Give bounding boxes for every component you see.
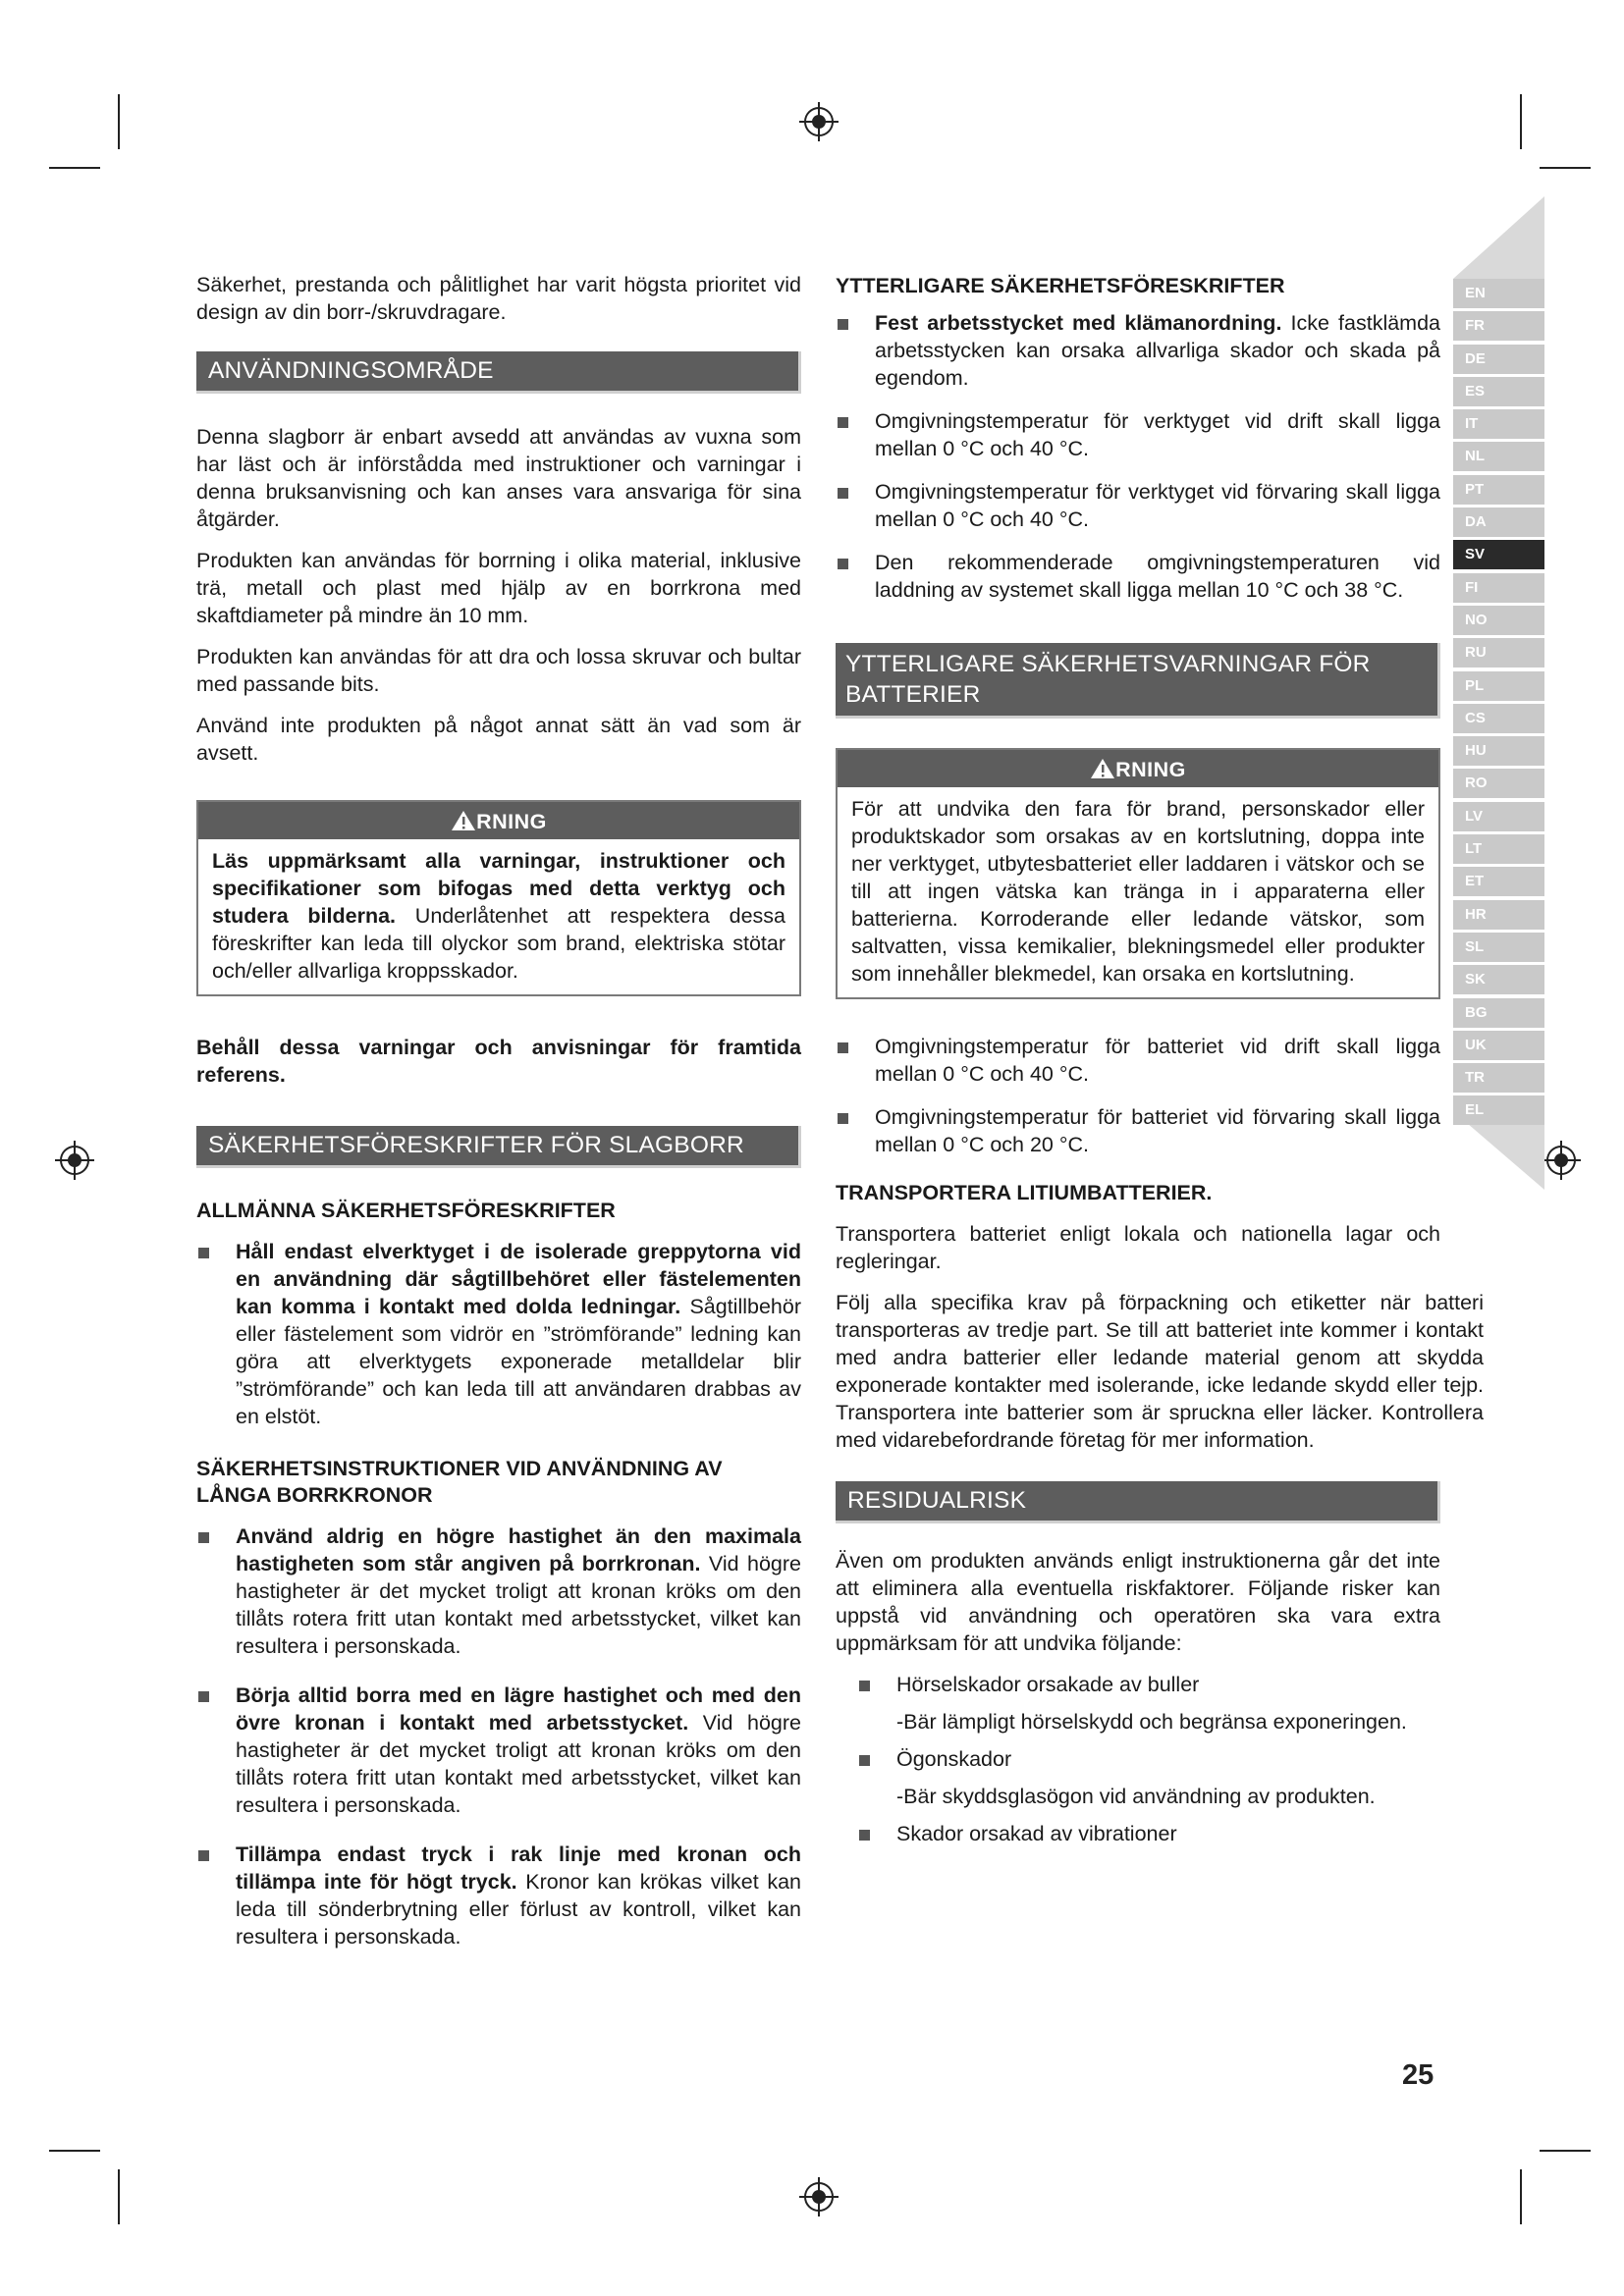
crop-mark xyxy=(1520,94,1522,149)
usage-paragraph: Använd inte produkten på något annat sätt än vad som är avsett. xyxy=(196,714,801,765)
language-tab-el[interactable]: EL xyxy=(1453,1095,1544,1125)
list-item-bold: Fest arbetsstycket med klämanordning. xyxy=(875,311,1282,335)
registration-mark-icon xyxy=(53,1139,96,1182)
language-tab-uk[interactable]: UK xyxy=(1453,1031,1544,1060)
list-item-bold: Börja alltid borra med en lägre hastighet och med den övre kronan i kontakt med arbetsstycket. xyxy=(236,1683,801,1735)
transport-paragraph: Transportera batteriet enligt lokala och nationella lagar och regleringar. xyxy=(836,1222,1440,1273)
list-item xyxy=(836,1820,1440,1847)
page-number: 25 xyxy=(1402,2059,1435,2091)
language-tab-hr[interactable]: HR xyxy=(1453,900,1544,930)
warning-header xyxy=(198,802,799,839)
list-item-bold: Tillämpa endast tryck i rak linje med kronan och tillämpa inte för högt tryck. xyxy=(236,1842,801,1894)
list-item-text: Skador orsakad av vibrationer xyxy=(896,1822,1177,1845)
warning-text: Underlåtenhet att respektera dessa föreskrifter kan leda till olyckor som brand, elektriska stötar och/eller allvarliga kroppsskador. xyxy=(212,904,785,983)
list-item xyxy=(836,1671,1440,1698)
battery-temperature-list xyxy=(836,1033,1440,1158)
list-item xyxy=(836,549,1440,604)
residual-risk-list xyxy=(836,1820,1440,1847)
residual-risk-advice: -Bär lämpligt hörselskydd och begränsa exponeringen. xyxy=(896,1710,1407,1734)
warning-bold-text: Läs uppmärksamt alla varningar, instruktioner och specifikationer som bifogas med detta verktyg och studera bilderna. xyxy=(212,849,785,928)
subheading-general: ALLMÄNNA SÄKERHETSFÖRESKRIFTER xyxy=(196,1199,616,1222)
warning-body xyxy=(198,839,799,994)
language-tab-ro[interactable]: RO xyxy=(1453,769,1544,798)
language-tab-bg[interactable]: BG xyxy=(1453,998,1544,1028)
long-bits-list xyxy=(196,1522,801,1950)
warning-title: RNING xyxy=(476,810,547,833)
list-item xyxy=(836,1745,1440,1773)
section-title-usage: ANVÄNDNINGSOMRÅDE xyxy=(196,351,801,394)
square-bullet-icon xyxy=(838,559,848,569)
list-item-text: Den rekommenderade omgivningstemperaturen vid laddning av systemet skall ligga mellan 10 °C och 38 °C. xyxy=(875,551,1440,602)
language-tab-fr[interactable]: FR xyxy=(1453,311,1544,341)
square-bullet-icon xyxy=(198,1532,209,1543)
usage-paragraph: Produkten kan användas för att dra och lossa skruvar och bultar med passande bits. xyxy=(196,645,801,696)
list-item xyxy=(196,1238,801,1430)
square-bullet-icon xyxy=(859,1681,870,1691)
registration-mark-icon xyxy=(797,100,840,143)
residual-risk-advice: -Bär skyddsglasögon vid användning av produkten. xyxy=(896,1785,1376,1808)
language-tab-cs[interactable]: CS xyxy=(1453,704,1544,733)
square-bullet-icon xyxy=(838,1113,848,1124)
warning-body: För att undvika den fara för brand, personskador eller produktskador som orsakas av en kortslutning, doppa inte ner verktyget, utbytesbatteriet eller laddaren i vätskor och se till att ingen vätska kan tränga in i apparaterna eller batterierna. Korroderande eller ledande vätskor, som saltvatten, vissa kemikalier, blekningsmedel eller produkter som innehåller blekmedel, kan orsaka en kortslutning. xyxy=(851,797,1425,986)
residual-risk-list xyxy=(836,1745,1440,1773)
subheading-additional: YTTERLIGARE SÄKERHETSFÖRESKRIFTER xyxy=(836,274,1285,297)
crop-mark xyxy=(49,2150,100,2152)
intro-text: Säkerhet, prestanda och pålitlighet har varit högsta prioritet vid design av din borr-/skruvdragare. xyxy=(196,273,801,324)
language-tabs xyxy=(1453,279,1544,1129)
registration-mark-icon xyxy=(1540,1139,1583,1182)
square-bullet-icon xyxy=(838,1042,848,1053)
language-tab-pt[interactable]: PT xyxy=(1453,475,1544,505)
tab-decoration-top xyxy=(1453,196,1544,279)
list-item-text: Icke fastklämda arbetsstycken kan orsaka allvarliga skador och skada på egendom. xyxy=(875,311,1441,390)
warning-triangle-icon xyxy=(1090,758,1115,779)
square-bullet-icon xyxy=(198,1248,209,1258)
language-tab-no[interactable]: NO xyxy=(1453,606,1544,635)
square-bullet-icon xyxy=(859,1755,870,1766)
language-tab-de[interactable]: DE xyxy=(1453,345,1544,374)
transport-paragraph: Följ alla specifika krav på förpackning och etiketter när batteri transporteras av tredje part. Se till att batteriet inte kommer i kontakt med andra batterier eller ledande material genom att skydda exponerade kontakter med isolerande, icke ledande skydd eller tejp. Transportera inte batterier som är spruckna eller läcker. Kontrollera med vidarebefordrande företag för mer information. xyxy=(836,1291,1484,1452)
usage-paragraph: Produkten kan användas för borrning i olika material, inklusive trä, metall och plast med hjälp av en borrkrona med skaftdiameter på mindre än 10 mm. xyxy=(196,549,801,627)
general-safety-list xyxy=(196,1238,801,1430)
language-tab-sl[interactable]: SL xyxy=(1453,933,1544,962)
list-item xyxy=(196,1682,801,1819)
crop-mark xyxy=(118,2169,120,2224)
warning-box xyxy=(196,800,801,996)
square-bullet-icon xyxy=(838,488,848,499)
list-item-text: Kronor kan krökas vilket kan leda till sönderbrytning eller förlust av kontroll, vilket kan resultera i personskada. xyxy=(236,1870,801,1949)
list-item xyxy=(196,1841,801,1950)
list-item xyxy=(836,1033,1440,1088)
section-title-safety: SÄKERHETSFÖRESKRIFTER FÖR SLAGBORR xyxy=(196,1126,801,1168)
residual-risk-list xyxy=(836,1671,1440,1698)
list-item xyxy=(836,478,1440,533)
list-item-text: Omgivningstemperatur för verktyget vid drift skall ligga mellan 0 °C och 40 °C. xyxy=(875,409,1440,460)
list-item-text: Ögonskador xyxy=(896,1747,1012,1771)
language-tab-en[interactable]: EN xyxy=(1453,279,1544,308)
crop-mark xyxy=(118,94,120,149)
crop-mark xyxy=(1540,2150,1591,2152)
warning-header xyxy=(838,750,1438,787)
list-item-bold: Håll endast elverktyget i de isolerade greppytorna vid en användning där sågtillbehöret eller fästelementen kan komma i kontakt med dolda ledningar. xyxy=(236,1240,801,1318)
crop-mark xyxy=(1520,2169,1522,2224)
list-item xyxy=(836,309,1440,392)
language-tab-hu[interactable]: HU xyxy=(1453,736,1544,766)
list-item-text: Vid högre hastigheter är det mycket troligt att kronan kröks om den tillåts rotera fritt utan kontakt med arbetsstycket, vilket kan resultera i personskada. xyxy=(236,1552,801,1658)
crop-mark xyxy=(49,167,100,169)
subheading-long-bits: SÄKERHETSINSTRUKTIONER VID ANVÄNDNING AV LÅNGA BORRKRONOR xyxy=(196,1457,723,1507)
list-item xyxy=(836,407,1440,462)
language-tab-tr[interactable]: TR xyxy=(1453,1063,1544,1093)
language-tab-pl[interactable]: PL xyxy=(1453,671,1544,701)
list-item-text: Hörselskador orsakade av buller xyxy=(896,1673,1200,1696)
language-tab-da[interactable]: DA xyxy=(1453,507,1544,537)
crop-mark xyxy=(1540,167,1591,169)
keep-instructions-note: Behåll dessa varningar och anvisningar för framtida referens. xyxy=(196,1036,801,1087)
residual-risk-paragraph: Även om produkten används enligt instruktionerna går det inte att eliminera alla eventuella riskfaktorer. Följande risker kan uppstå vid användning och operatören ska vara extra uppmärksam för att undvika följande: xyxy=(836,1549,1440,1655)
language-tab-et[interactable]: ET xyxy=(1453,867,1544,896)
list-item xyxy=(836,1103,1440,1158)
language-tab-sk[interactable]: SK xyxy=(1453,965,1544,994)
square-bullet-icon xyxy=(838,319,848,330)
additional-safety-list xyxy=(836,309,1440,604)
language-tab-nl[interactable]: NL xyxy=(1453,442,1544,471)
language-tab-sv[interactable]: SV xyxy=(1453,540,1544,569)
square-bullet-icon xyxy=(859,1830,870,1841)
language-tab-lv[interactable]: LV xyxy=(1453,802,1544,831)
registration-mark-icon xyxy=(797,2175,840,2218)
list-item-text: Omgivningstemperatur för batteriet vid drift skall ligga mellan 0 °C och 40 °C. xyxy=(875,1035,1440,1086)
language-tab-fi[interactable]: FI xyxy=(1453,573,1544,603)
battery-warning-box xyxy=(836,748,1440,999)
list-item-text: Sågtillbehör eller fästelement som vidrör en ”strömförande” ledning kan göra att elverktygets exponerade metalldelar blir ”strömförande” och kan leda till att användaren drabbas av en elstöt. xyxy=(236,1295,801,1428)
usage-paragraph: Denna slagborr är enbart avsedd att användas av vuxna som har läst och är införstådda med instruktioner och varningar i denna bruksanvisning och kan anses vara ansvariga för sina åtgärder. xyxy=(196,425,801,531)
left-column xyxy=(196,271,801,1966)
warning-triangle-icon xyxy=(451,810,476,831)
subheading-transport: TRANSPORTERA LITIUMBATTERIER. xyxy=(836,1181,1213,1204)
list-item-bold: Använd aldrig en högre hastighet än den maximala hastigheten som står angiven på borrkronan. xyxy=(236,1524,801,1575)
square-bullet-icon xyxy=(198,1850,209,1861)
language-tab-lt[interactable]: LT xyxy=(1453,834,1544,864)
section-title-battery: YTTERLIGARE SÄKERHETSVARNINGAR FÖR BATTERIER xyxy=(836,643,1440,719)
square-bullet-icon xyxy=(838,417,848,428)
list-item xyxy=(196,1522,801,1660)
warning-title: RNING xyxy=(1115,758,1186,781)
language-tab-es[interactable]: ES xyxy=(1453,377,1544,406)
list-item-text: Vid högre hastigheter är det mycket troligt att kronan kröks om den tillåts rotera fritt utan kontakt med arbetsstycket, vilket kan resultera i personskada. xyxy=(236,1711,801,1817)
language-tab-it[interactable]: IT xyxy=(1453,409,1544,439)
list-item-text: Omgivningstemperatur för batteriet vid förvaring skall ligga mellan 0 °C och 20 °C. xyxy=(875,1105,1440,1156)
section-title-residual-risk: RESIDUALRISK xyxy=(836,1481,1440,1523)
language-tab-ru[interactable]: RU xyxy=(1453,638,1544,667)
square-bullet-icon xyxy=(198,1691,209,1702)
list-item-text: Omgivningstemperatur för verktyget vid förvaring skall ligga mellan 0 °C och 40 °C. xyxy=(875,480,1440,531)
